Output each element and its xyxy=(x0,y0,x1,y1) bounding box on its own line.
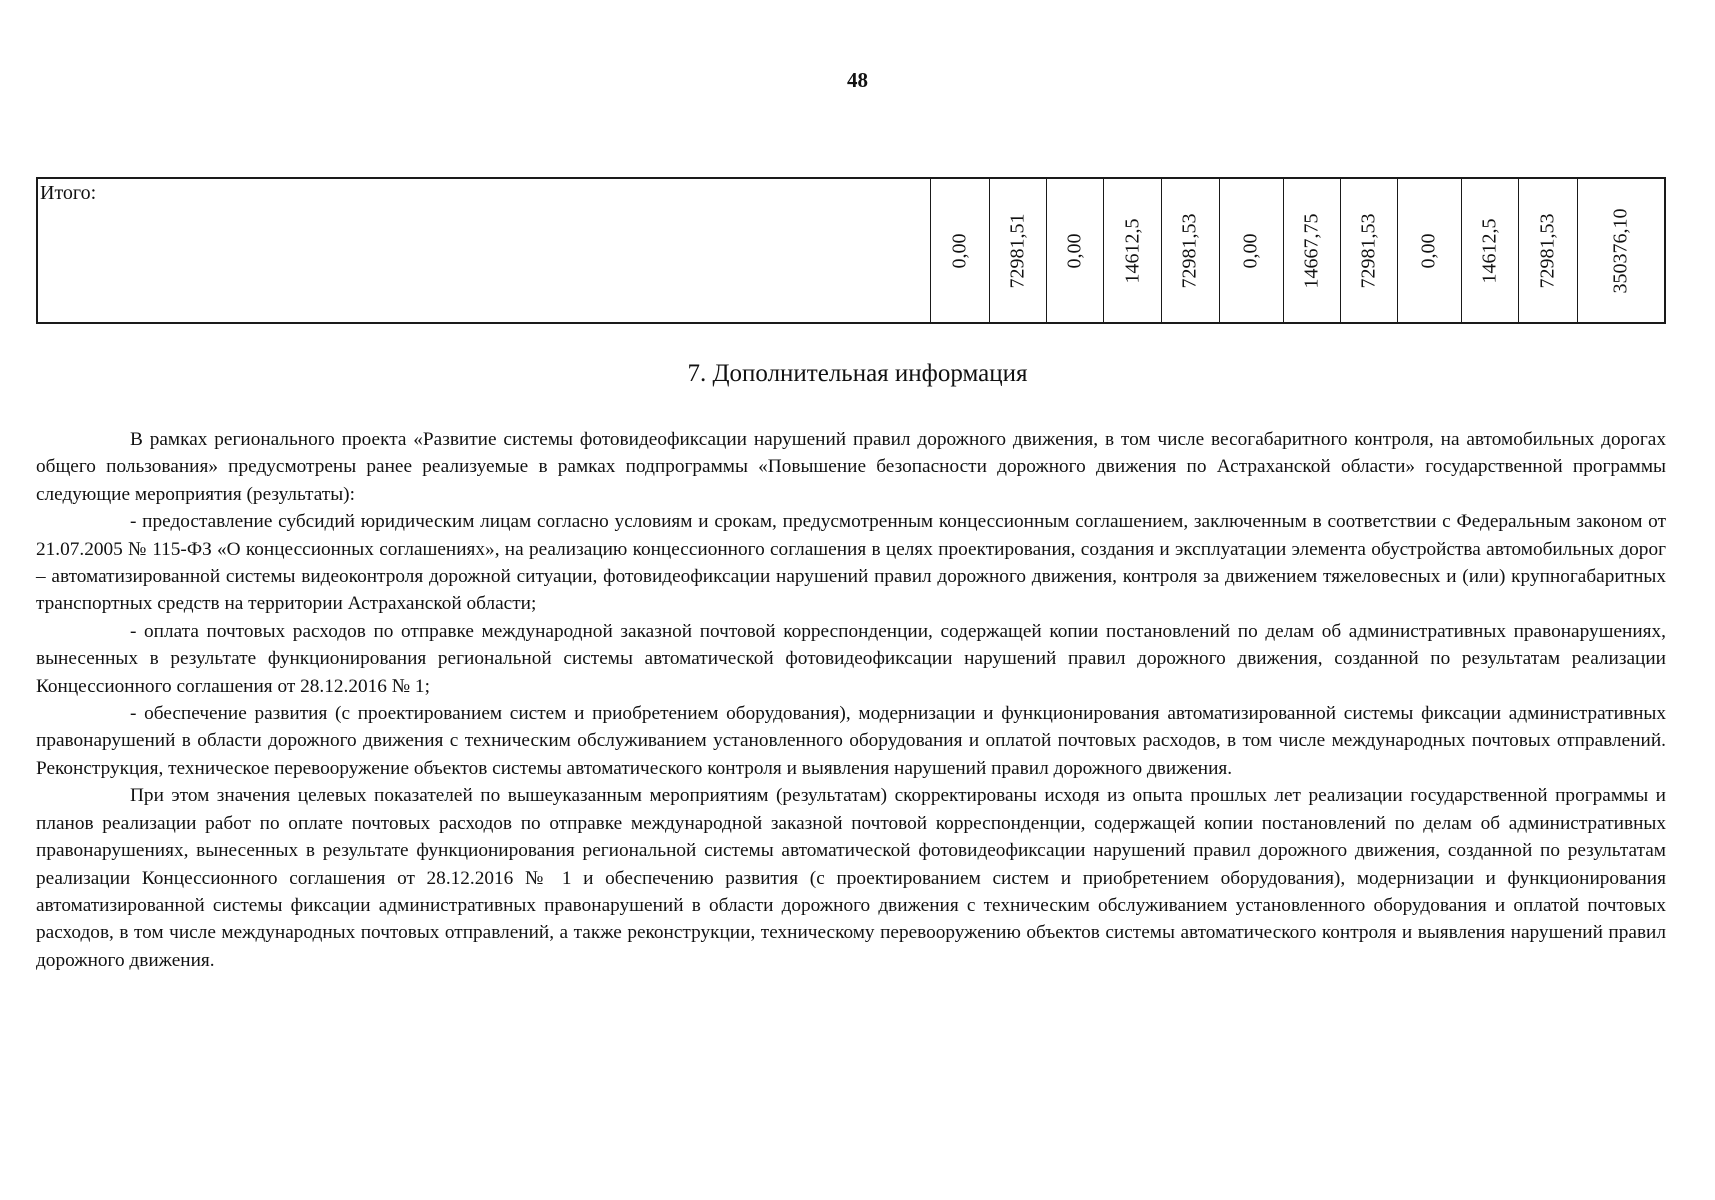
total-value: 72981,53 xyxy=(1178,213,1201,288)
intro-paragraph: В рамках регионального проекта «Развитие системы фотовидеофиксации нарушений правил дорожного движения, в том числе весогабаритного контроля, на автомобильных дорогах общего пользования» предусмотрены ранее реализуемые в рамках подпрограммы «Повышение безопасности дорожного движения по Астраханской области» государственной программы следующие мероприятия (результаты): xyxy=(36,429,1666,505)
section-title: 7. Дополнительная информация xyxy=(687,360,1028,387)
total-value-cell xyxy=(1340,178,1397,323)
total-value: 0,00 xyxy=(948,233,971,268)
totals-label-cell xyxy=(37,178,931,323)
total-value-cell xyxy=(1398,178,1461,323)
total-value: 14612,5 xyxy=(1121,218,1144,283)
total-value-cell xyxy=(989,178,1046,323)
total-value: 72981,53 xyxy=(1536,213,1559,288)
list-item: - оплата почтовых расходов по отправке международной заказной почтовой корреспонденции, содержащей копии постановлений по делам об административных правонарушениях, вынесенных в результате функционирования региональной системы автоматической фотовидеофиксации нарушений правил дорожного движения, созданной по результатам реализации Концессионного соглашения от 28.12.2016 № 1; xyxy=(36,620,1666,697)
totals-label: Итого: xyxy=(40,182,97,204)
total-value: 72981,53 xyxy=(1357,213,1380,288)
total-value: 14667,75 xyxy=(1300,213,1323,288)
totals-row xyxy=(37,178,1665,323)
total-value-cell xyxy=(1220,178,1283,323)
conclusion-paragraph: При этом значения целевых показателей по вышеуказанным мероприятиям (результатам) скорректированы исходя из опыта прошлых лет реализации государственной программы и планов реализации работ по оплате почтовых расходов по отправке международной заказной почтовой корреспонденции, содержащей копии постановлений по делам об административных правонарушениях, вынесенных в результате функционирования региональной системы автоматической фотовидеофиксации нарушений правил дорожного движения, созданной по результатам реализации Концессионного соглашения от 28.12.2016 № 1 и обеспечению развития (с проектированием систем и приобретением оборудования), модернизации и функционирования автоматизированной системы фиксации административных правонарушений в области дорожного движения с техническим обслуживанием установленного оборудования и оплатой почтовых расходов, в том числе международных почтовых отправлений, а также реконструкции, техническому перевооружению объектов системы автоматического контроля и выявления нарушений правил дорожного движения. xyxy=(36,785,1666,971)
total-value-cell xyxy=(1283,178,1340,323)
total-value: 0,00 xyxy=(1063,233,1086,268)
totals-table xyxy=(36,177,1666,324)
total-value-cell xyxy=(1161,178,1219,323)
list-item: - предоставление субсидий юридическим лицам согласно условиям и срокам, предусмотренным концессионным соглашением, заключенным в соответствии с Федеральным законом от 21.07.2005 № 115-ФЗ «О концессионных соглашениях», на реализацию концессионного соглашения в целях проектирования, создания и эксплуатации элемента обустройства автомобильных дорог – автоматизированной системы видеоконтроля дорожной ситуации, фотовидеофиксации нарушений правил дорожного движения, контроля за движением тяжеловесных и (или) крупногабаритных транспортных средств на территории Астраханской области; xyxy=(36,511,1666,615)
section-body xyxy=(36,426,1666,974)
total-value-cell xyxy=(1518,178,1577,323)
total-value: 0,00 xyxy=(1239,233,1262,268)
grand-total-value: 350376,10 xyxy=(1609,208,1632,293)
total-value: 0,00 xyxy=(1417,233,1440,268)
total-value: 72981,51 xyxy=(1006,213,1029,288)
page-number: 48 xyxy=(847,68,868,92)
total-value-cell xyxy=(1104,178,1161,323)
total-value-cell xyxy=(931,178,989,323)
total-value-cell xyxy=(1047,178,1104,323)
total-value: 14612,5 xyxy=(1478,218,1501,283)
list-item: - обеспечение развития (с проектированием систем и приобретением оборудования), модернизации и функционирования автоматизированной системы фиксации административных правонарушений в области дорожного движения с техническим обслуживанием установленного оборудования и оплатой почтовых расходов, в том числе международных почтовых отправлений. Реконструкция, техническое перевооружение объектов системы автоматического контроля и выявления нарушений правил дорожного движения. xyxy=(36,703,1666,779)
grand-total-cell xyxy=(1578,178,1665,323)
total-value-cell xyxy=(1461,178,1518,323)
